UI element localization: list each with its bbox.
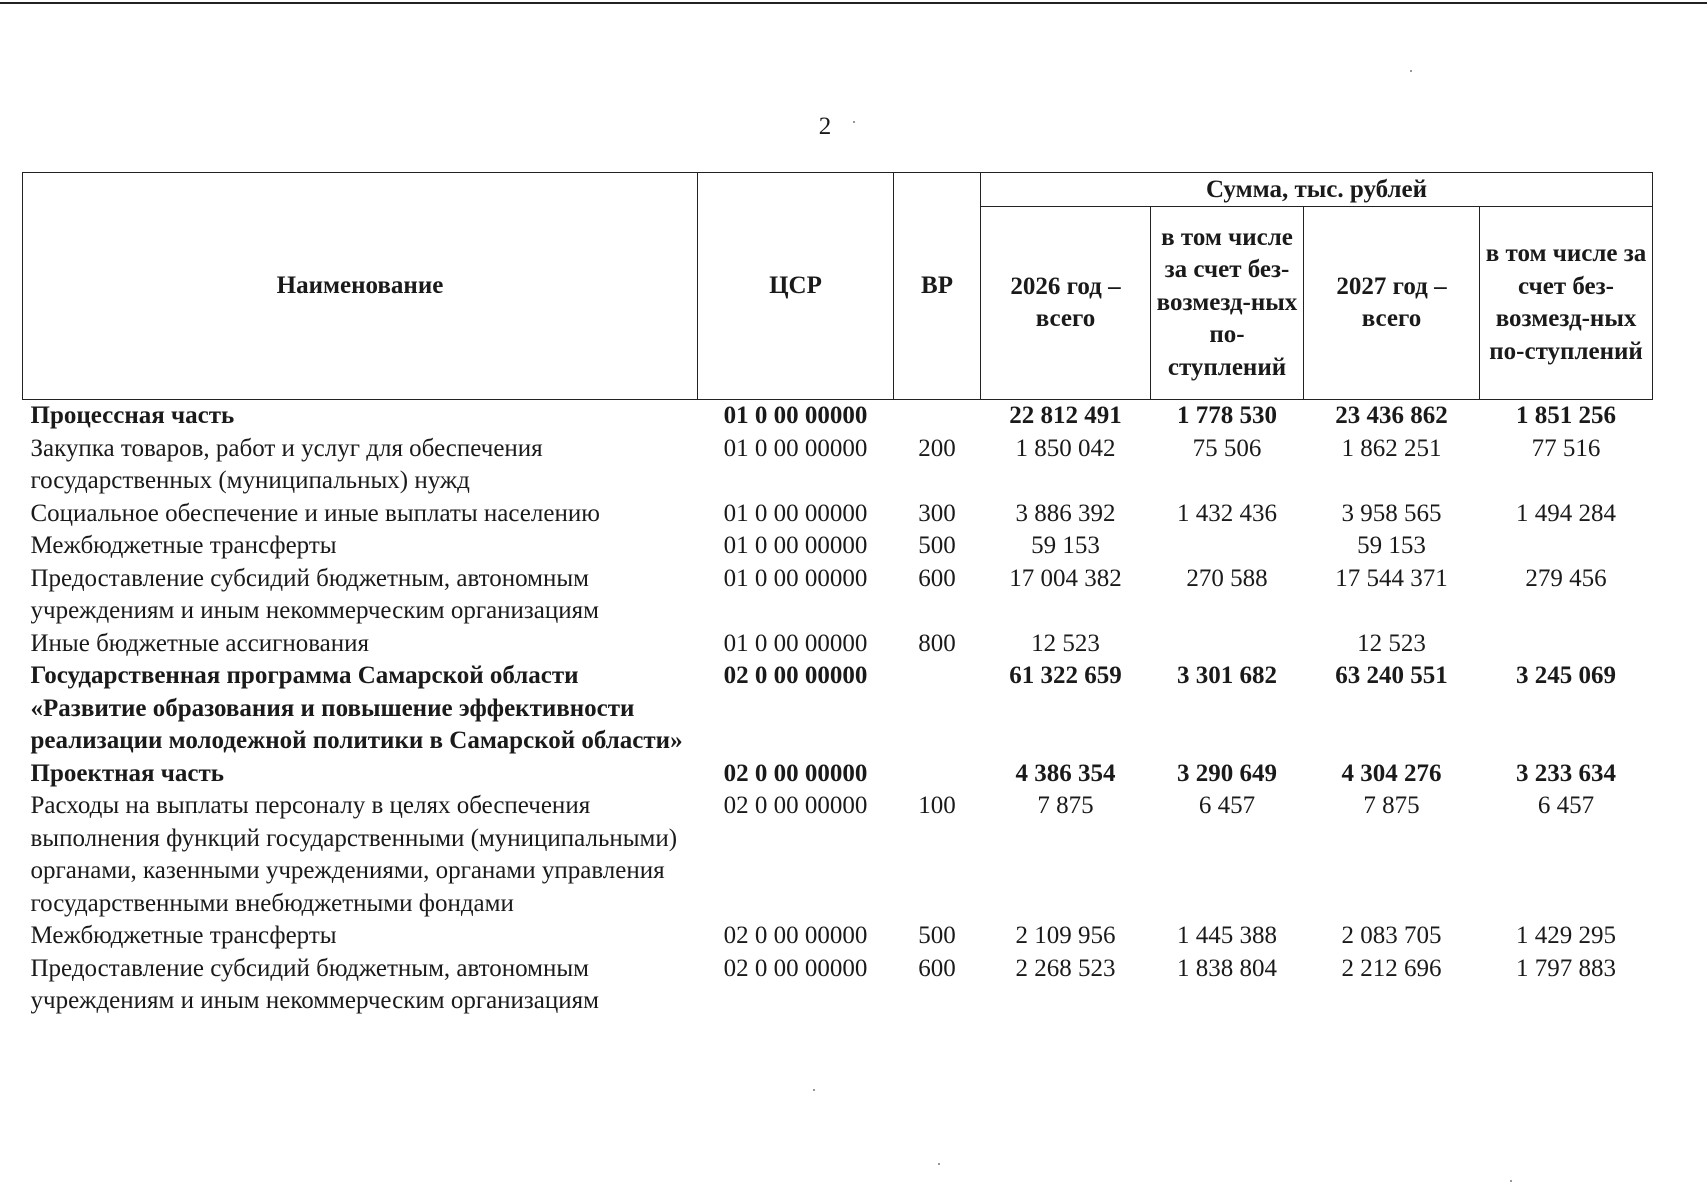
row-2027-free	[1480, 628, 1653, 661]
top-rule	[0, 2, 1707, 4]
row-csr: 01 0 00 00000	[723, 564, 868, 592]
budget-table	[22, 172, 1653, 1018]
row-2026-total: 2 109 956	[1015, 922, 1116, 949]
scan-speck	[853, 121, 855, 123]
table-row	[23, 498, 1653, 531]
row-2026-total: 4 386 354	[1015, 759, 1116, 787]
row-name: Расходы на выплаты персоналу в целях обеспечения выполнения функций государственными (муниципальными) органами, казенными учреждениями, органами управления государственными внебюджетными фондами	[30, 792, 678, 917]
header-sum-group: Сумма, тыс. рублей	[981, 173, 1653, 207]
header-2027-total: 2027 год – всего	[1304, 207, 1480, 400]
row-2027-total: 2 083 705	[1341, 922, 1442, 949]
row-2027-free: 3 233 634	[1516, 759, 1617, 787]
row-2026-total: 59 153	[1031, 532, 1100, 559]
row-csr: 02 0 00 00000	[723, 792, 868, 819]
header-name: Наименование	[23, 173, 698, 400]
row-2027-total: 1 862 251	[1341, 434, 1442, 462]
row-name: Процессная часть	[30, 402, 235, 429]
table-row	[23, 790, 1653, 920]
table-row	[23, 628, 1653, 661]
row-2027-total: 59 153	[1357, 532, 1426, 559]
row-name: Социальное обеспечение и иные выплаты населению	[30, 499, 600, 527]
scan-speck	[1410, 70, 1412, 72]
row-csr: 01 0 00 00000	[723, 532, 868, 559]
row-name: Иные бюджетные ассигнования	[30, 629, 370, 657]
row-2027-total: 7 875	[1363, 792, 1420, 819]
row-2026-total: 1 850 042	[1015, 434, 1116, 462]
row-2026-free: 1 432 436	[1177, 499, 1277, 527]
header-2027-free: в том числе за счет без-возмезд-ных по-ступлений	[1480, 207, 1653, 400]
row-2027-free: 77 516	[1531, 434, 1601, 462]
header-vr: ВР	[894, 173, 981, 400]
row-csr: 02 0 00 00000	[723, 759, 868, 787]
page-number: 2	[818, 113, 832, 140]
row-vr: 100	[918, 792, 956, 819]
row-2027-total: 4 304 276	[1341, 759, 1442, 787]
row-2026-free	[1151, 530, 1304, 563]
row-2027-total: 3 958 565	[1341, 499, 1442, 527]
row-csr: 01 0 00 00000	[723, 402, 868, 429]
row-2026-total: 61 322 659	[1009, 662, 1122, 689]
row-2026-total: 7 875	[1037, 792, 1094, 819]
row-2026-total: 22 812 491	[1009, 402, 1122, 429]
row-vr: 600	[918, 564, 956, 592]
row-2027-free: 3 245 069	[1516, 662, 1617, 689]
row-2026-free: 6 457	[1198, 792, 1256, 819]
row-2026-free: 3 290 649	[1177, 759, 1277, 787]
row-2026-free: 1 778 530	[1177, 402, 1277, 429]
row-csr: 01 0 00 00000	[723, 499, 868, 527]
row-2026-free	[1151, 628, 1304, 661]
row-vr: 500	[918, 922, 956, 949]
header-2026-free: в том числе за счет без-возмезд-ных по-ступлений	[1151, 207, 1304, 400]
table-row	[23, 953, 1653, 1018]
row-2027-total: 2 212 696	[1341, 954, 1442, 982]
row-2027-free	[1480, 530, 1653, 563]
row-2027-total: 23 436 862	[1335, 402, 1448, 429]
scan-speck	[1510, 1180, 1512, 1182]
row-csr: 01 0 00 00000	[723, 629, 868, 657]
row-name: Государственная программа Самарской области «Развитие образования и повышение эффективности реализации молодежной политики в Самарской области»	[30, 662, 683, 754]
row-2027-free: 1 494 284	[1516, 499, 1617, 527]
row-vr: 500	[918, 532, 956, 559]
row-2027-free: 279 456	[1525, 564, 1607, 592]
row-name: Межбюджетные трансферты	[30, 922, 337, 949]
row-csr: 01 0 00 00000	[723, 434, 868, 462]
row-name: Закупка товаров, работ и услуг для обеспечения государственных (муниципальных) нужд	[30, 434, 543, 494]
row-vr: 800	[918, 629, 956, 657]
table-row	[23, 530, 1653, 563]
row-vr: 200	[918, 434, 956, 462]
row-2026-total: 12 523	[1031, 629, 1100, 657]
row-name: Предоставление субсидий бюджетным, автономным учреждениям и иным некоммерческим организациям	[30, 564, 599, 624]
row-vr: 300	[918, 499, 956, 527]
table-row	[23, 660, 1653, 758]
table-row	[23, 920, 1653, 953]
row-vr	[894, 660, 981, 758]
row-2026-total: 17 004 382	[1009, 564, 1122, 592]
header-2026-total: 2026 год – всего	[981, 207, 1151, 400]
table-row	[23, 433, 1653, 498]
row-2026-free: 1 838 804	[1177, 954, 1277, 982]
row-2026-free: 3 301 682	[1177, 662, 1277, 689]
row-vr	[894, 758, 981, 791]
row-name: Межбюджетные трансферты	[30, 532, 337, 559]
row-csr: 02 0 00 00000	[723, 922, 868, 949]
table-row	[23, 400, 1653, 433]
row-2026-free: 75 506	[1192, 434, 1262, 462]
row-name: Предоставление субсидий бюджетным, автономным учреждениям и иным некоммерческим организациям	[30, 954, 599, 1014]
row-2026-total: 3 886 392	[1015, 499, 1116, 527]
row-2027-free: 6 457	[1537, 792, 1595, 819]
row-2027-free: 1 797 883	[1516, 954, 1617, 982]
row-vr: 600	[918, 954, 956, 982]
row-2027-total: 63 240 551	[1335, 662, 1448, 689]
row-csr: 02 0 00 00000	[723, 954, 868, 982]
header-csr: ЦСР	[698, 173, 894, 400]
row-2027-total: 12 523	[1357, 629, 1426, 657]
table-row	[23, 758, 1653, 791]
scan-speck	[938, 1163, 940, 1165]
row-vr	[894, 400, 981, 433]
row-2026-free: 270 588	[1186, 564, 1268, 592]
row-2026-total: 2 268 523	[1015, 954, 1116, 982]
row-2026-free: 1 445 388	[1177, 922, 1277, 949]
row-2027-total: 17 544 371	[1335, 564, 1448, 592]
table-row	[23, 563, 1653, 628]
row-csr: 02 0 00 00000	[723, 662, 868, 689]
row-2027-free: 1 429 295	[1516, 922, 1617, 949]
row-name: Проектная часть	[30, 759, 225, 787]
scan-speck	[813, 1089, 815, 1091]
row-2027-free: 1 851 256	[1516, 402, 1617, 429]
